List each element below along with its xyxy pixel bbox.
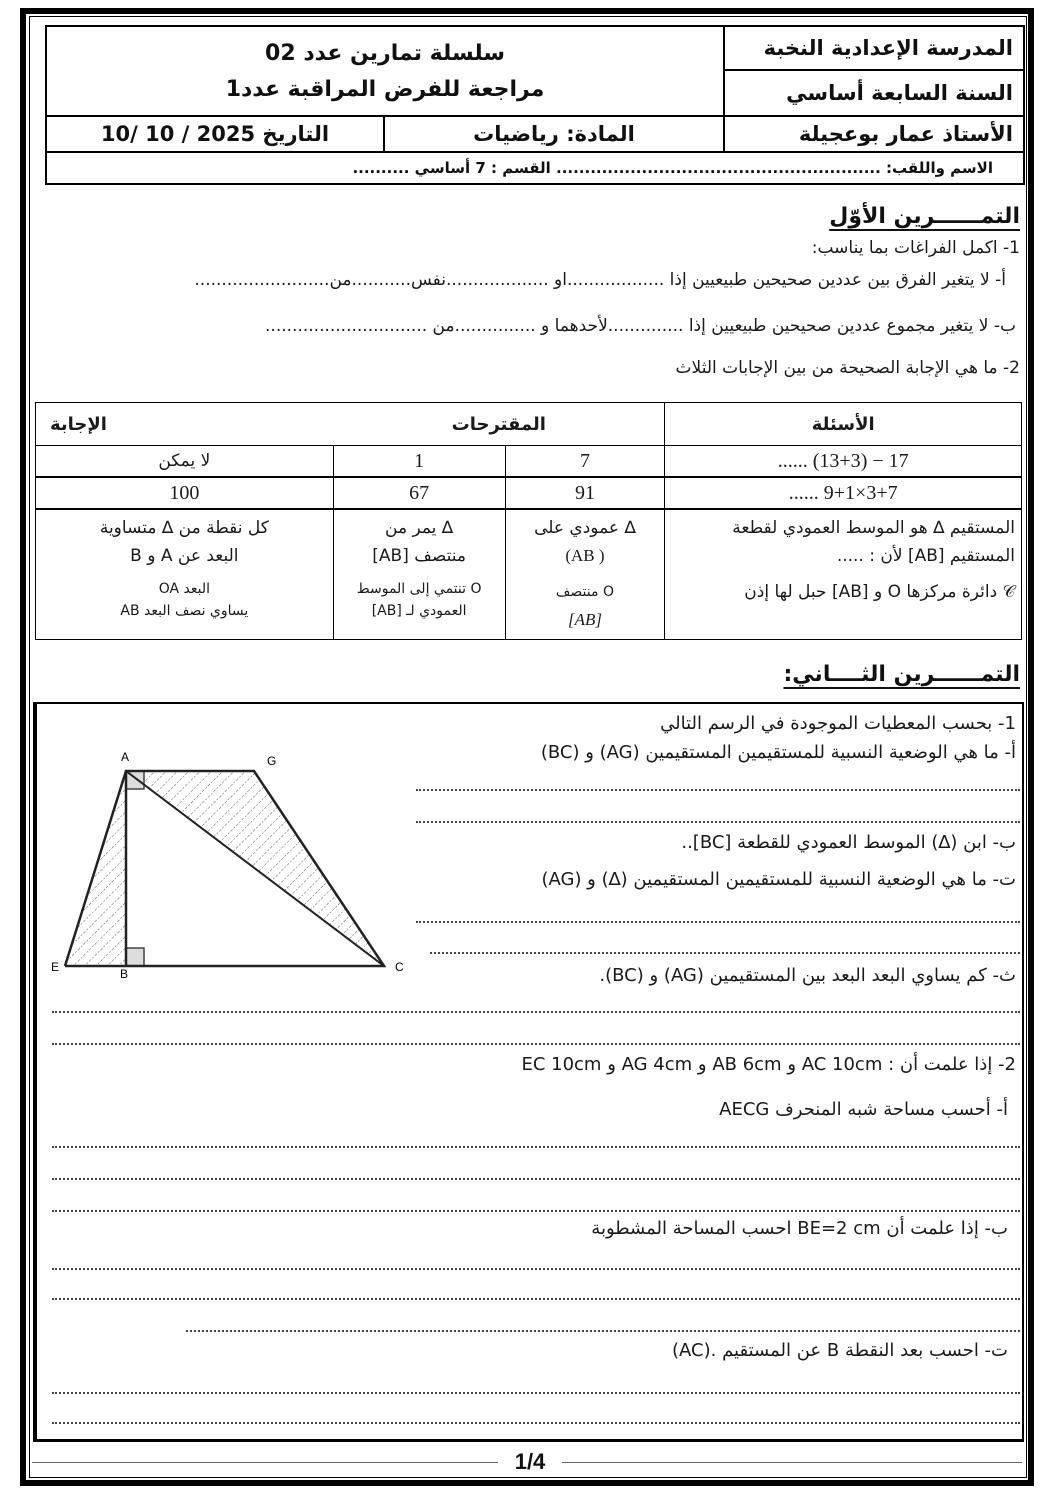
school-name: المدرسة الإعدادية النخبة xyxy=(723,27,1023,71)
ex1-q1-a[interactable]: أ- لا يتغير الفرق بين عددين صحيحين طبيعيين إذا ..................او ...................نفس...........من......................... xyxy=(194,270,1006,290)
point-label-b: B xyxy=(120,967,129,980)
option-line: العمودي لـ [AB] xyxy=(371,603,467,619)
table-header-row xyxy=(36,403,1022,446)
answer-line[interactable] xyxy=(52,1268,1020,1270)
ex1-q1-intro: 1- اكمل الفراغات بما يناسب: xyxy=(811,238,1020,258)
question-cell: 17 − (13+3) ...... xyxy=(665,446,1022,478)
answer-line[interactable] xyxy=(52,1392,1020,1394)
subject: المادة: رياضيات xyxy=(383,117,723,151)
table-row xyxy=(36,477,1022,509)
option-line: كل نقطة من ∆ متساوية xyxy=(99,518,269,538)
option-line: ∆ يمر من xyxy=(385,518,454,538)
option-cell[interactable]: 7 xyxy=(505,446,665,478)
date: التاريخ 2025 / 10 /10 xyxy=(100,122,330,146)
ex1-q1-b[interactable]: ب- لا يتغير مجموع عددين صحيحين طبيعيين إذا ..............لأحدهما و ...............من .............................. xyxy=(265,316,1016,336)
answer-line[interactable] xyxy=(52,1146,1020,1148)
point-label-e: E xyxy=(51,960,60,974)
option-cell[interactable]: 100 xyxy=(36,477,334,509)
option-cell[interactable]: 1 xyxy=(333,446,505,478)
option-line: O تنتمي إلى الموسط xyxy=(356,581,482,597)
ex1-q2-intro: 2- ما هي الإجابة الصحيحة من بين الإجابات الثلاث xyxy=(675,358,1020,378)
question-cell xyxy=(665,509,1022,640)
ex2-q1-b: ب- ابن (∆) الموسط العمودي للقطعة [BC].. xyxy=(681,832,1016,853)
exercise2-title: التمــــــرين الثــــاني: xyxy=(783,662,1020,687)
multiple-choice-table xyxy=(35,402,1022,640)
point-label-c: C xyxy=(395,960,404,974)
ex2-q1-a: أ- ما هي الوضعية النسبية للمستقيمين المستقيمين (AG) و (BC) xyxy=(540,742,1016,763)
option-cell[interactable] xyxy=(36,509,334,640)
question-line: 𝒞 دائرة مركزها O و [AB] حبل لها إذن xyxy=(744,582,1015,602)
question-cell: 3+7×9+1 ...... xyxy=(665,477,1022,509)
footer-rule-left xyxy=(32,1462,498,1463)
trapezoid-figure xyxy=(45,745,415,980)
option-line: ∆ عمودي على xyxy=(534,518,636,538)
option-cell[interactable]: 67 xyxy=(333,477,505,509)
option-line: يساوي نصف البعد AB xyxy=(120,603,249,619)
series-title-block xyxy=(47,27,723,117)
exercise1-title: التمــــــرين الأوّل xyxy=(829,204,1020,229)
point-label-g: G xyxy=(267,754,277,768)
ex2-q1-intro: 1- بحسب المعطيات الموجودة في الرسم التالي xyxy=(660,713,1016,734)
ex2-q2-intro: 2- إذا علمت أن : AC 10cm و AB 6cm و AG 4cm و EC 10cm xyxy=(521,1054,1016,1075)
answer-line[interactable] xyxy=(52,1011,1020,1013)
option-line: ( AB) xyxy=(565,546,605,565)
answer-line[interactable] xyxy=(52,1298,1020,1300)
header-questions: الأسئلة xyxy=(665,403,1022,446)
answer-line[interactable] xyxy=(416,821,1020,823)
answer-line[interactable] xyxy=(52,1043,1020,1045)
answer-line[interactable] xyxy=(186,1330,1020,1332)
review-title: مراجعة للفرض المراقبة عدد1 xyxy=(225,77,545,102)
ex2-q2-c: ت- احسب بعد النقطة B عن المستقيم .(AC) xyxy=(672,1340,1008,1361)
series-title: سلسلة تمارين عدد 02 xyxy=(265,41,505,66)
answer-line[interactable] xyxy=(416,789,1020,791)
student-name-field[interactable]: الاسم واللقب: ......................................................... القسم : 7 أساسي .......... xyxy=(352,159,993,177)
question-line: المستقيم ∆ هو الموسط العمودي لقطعة xyxy=(732,518,1015,538)
ex2-q1-d: ث- كم يساوي البعد البعد بين المستقيمين (AG) و (BC). xyxy=(599,965,1016,986)
page-number: 1/4 xyxy=(514,1449,546,1474)
ex2-q1-c: ت- ما هي الوضعية النسبية للمستقيمين المستقيمين (∆) و (AG) xyxy=(541,869,1016,890)
answer-line[interactable] xyxy=(430,952,1020,954)
option-cell[interactable]: 91 xyxy=(505,477,665,509)
question-line: المستقيم [AB] لأن : ..... xyxy=(836,546,1015,566)
answer-line[interactable] xyxy=(52,1422,1020,1424)
footer-rule-right xyxy=(562,1462,1022,1463)
answer-line[interactable] xyxy=(52,1210,1020,1212)
point-label-a: A xyxy=(121,750,130,764)
ex2-q2-a: أ- أحسب مساحة شبه المنحرف AECG xyxy=(719,1099,1008,1120)
ex2-q2-b: ب- إذا علمت أن BE=2 cm احسب المساحة المشطوبة xyxy=(591,1218,1008,1239)
option-cell[interactable] xyxy=(333,509,505,640)
answer-line[interactable] xyxy=(52,1178,1020,1180)
answer-line[interactable] xyxy=(416,921,1020,923)
option-line: O منتصف xyxy=(555,584,614,600)
header-proposals: المقترحات xyxy=(333,403,665,446)
option-line: البعد عن A و B xyxy=(130,546,239,566)
option-cell[interactable]: لا يمكن xyxy=(36,446,334,478)
document-header xyxy=(45,25,1025,185)
option-line: البعد OA xyxy=(158,581,210,597)
table-row xyxy=(36,446,1022,478)
option-line: منتصف [AB] xyxy=(372,546,466,566)
school-level: السنة السابعة أساسي xyxy=(723,71,1023,115)
option-line: [AB] xyxy=(567,610,602,629)
header-answer: الإجابة xyxy=(36,403,334,446)
table-row xyxy=(36,509,1022,640)
option-cell[interactable] xyxy=(505,509,665,640)
right-angle-marker-b xyxy=(126,948,144,966)
teacher-name: الأستاذ عمار بوعجيلة xyxy=(723,117,1023,151)
